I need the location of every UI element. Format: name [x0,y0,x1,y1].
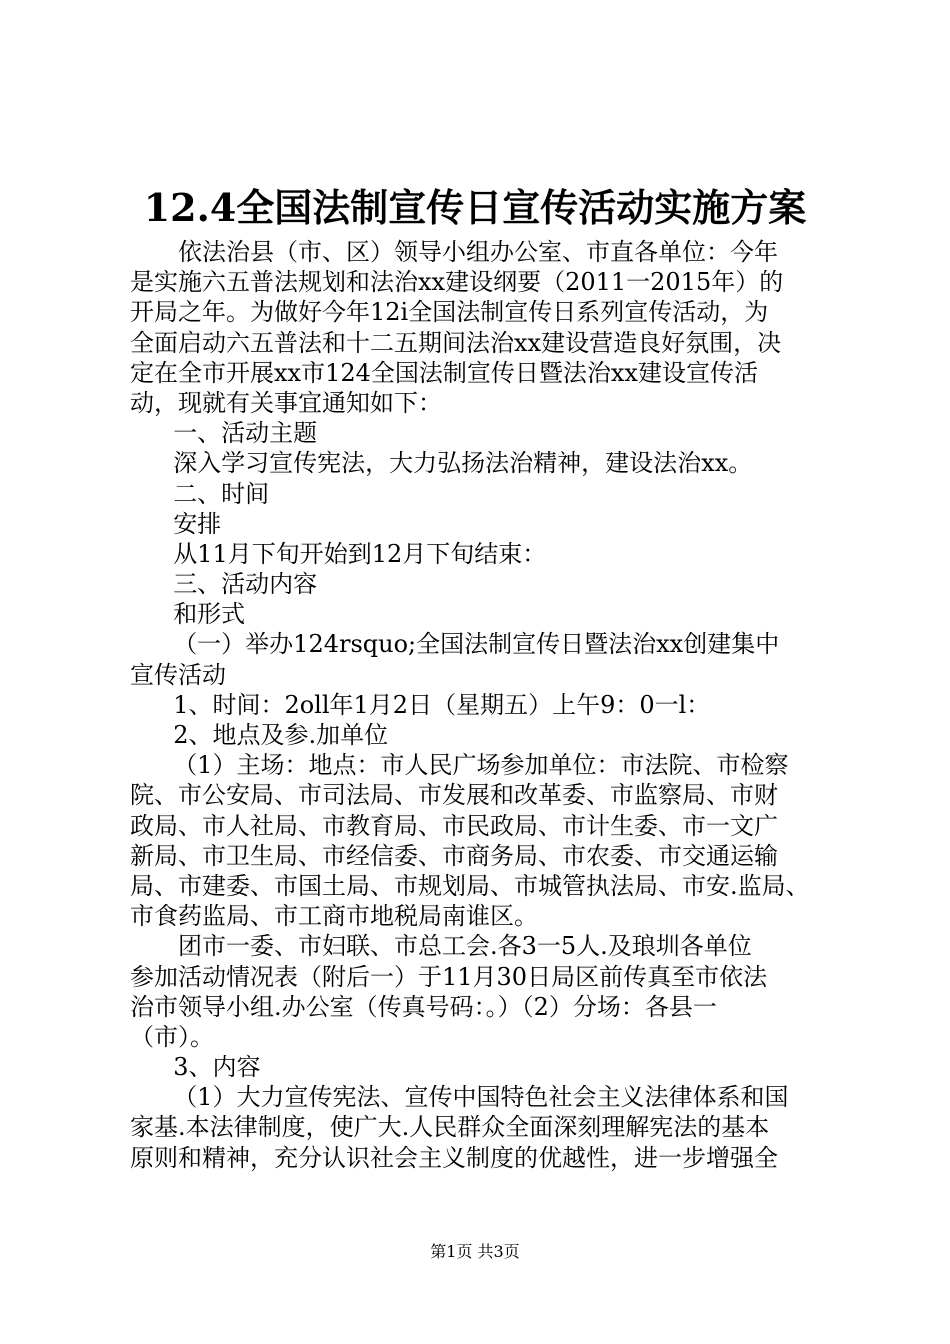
paragraph-line: 参加活动情况表（附后一）于11月30日局区前传真至市依法 [130,962,768,991]
paragraph-line: 家基.本法律制度，使广大.人民群众全面深刻理解宪法的基本 [130,1113,770,1142]
paragraph-line: 局、市建委、市国土局、市规划局、市城管执法局、市安.监局、 [130,871,810,900]
page-footer: 第1页 共3页 [430,1242,520,1261]
paragraph-line: 全面启动六五普法和十二五期间法治xx建设营造良好氛围，决 [130,328,782,357]
paragraph-line: 从11月下旬开始到12月下旬结束： [173,539,547,568]
paragraph-line: 政局、市人社局、市教育局、市民政局、市计生委、市一文广 [130,811,778,840]
paragraph-line: 2、地点及参.加单位 [173,721,389,749]
paragraph-line: 一、活动主题 [173,419,318,448]
paragraph-line: 治市领导小组.办公室（传真号码：。）（2）分场：各县一 [130,992,717,1021]
paragraph-line: 依法治县（市、区）领导小组办公室、市直各单位：今年 [178,238,778,266]
paragraph-line: 二、时间 [173,479,270,508]
paragraph-line: 开局之年。为做好今年12i全国法制宣传日系列宣传活动，为 [130,298,769,327]
paragraph-line: 深入学习宣传宪法，大力弘扬法治精神，建设法治xx。 [173,449,753,478]
paragraph-line: 和形式 [173,600,246,629]
paragraph-line: 团市一委、市妇联、市总工会.各3一5人.及琅圳各单位 [178,932,752,961]
document-title: 12.4全国法制宣传日宣传活动实施方案 [143,185,807,230]
paragraph-line: 市食药监局、市工商市地税局南谁区。 [130,902,538,931]
paragraph-line: 安排 [173,509,222,538]
paragraph-line: 三、活动内容 [173,570,318,599]
paragraph-line: 新局、市卫生局、市经信委、市商务局、市农委、市交通运输 [130,841,778,870]
paragraph-line: 3、内容 [173,1053,261,1082]
paragraph-line: 1、时间：2oll年1月2日（星期五）上午9：0一l： [173,690,711,719]
paragraph-line: （市）。 [130,1022,214,1051]
paragraph-line: 动，现就有关事宜通知如下： [130,388,442,417]
paragraph-line: 定在全市开展xx市124全国法制宣传日暨法治xx建设宣传活 [130,358,758,387]
paragraph-line: （1）大力宣传宪法、宣传中国特色社会主义法律体系和国 [173,1083,789,1112]
paragraph-line: 院、市公安局、市司法局、市发展和改革委、市监察局、市财 [130,781,778,810]
paragraph-line: 原则和精神，充分认识社会主义制度的优越性，进一步增强全 [130,1143,778,1172]
paragraph-line: （1）主场：地点：市人民广场参加单位：市法院、市检察 [173,751,789,780]
document-body [130,237,835,1173]
paragraph-line: 是实施六五普法规划和法治xx建设纲要（2011一2015年）的 [130,268,784,297]
paragraph-line: 宣传活动 [130,660,226,689]
paragraph-line: （一）举办124rsquo;全国法制宣传日暨法治xx创建集中 [173,630,780,659]
